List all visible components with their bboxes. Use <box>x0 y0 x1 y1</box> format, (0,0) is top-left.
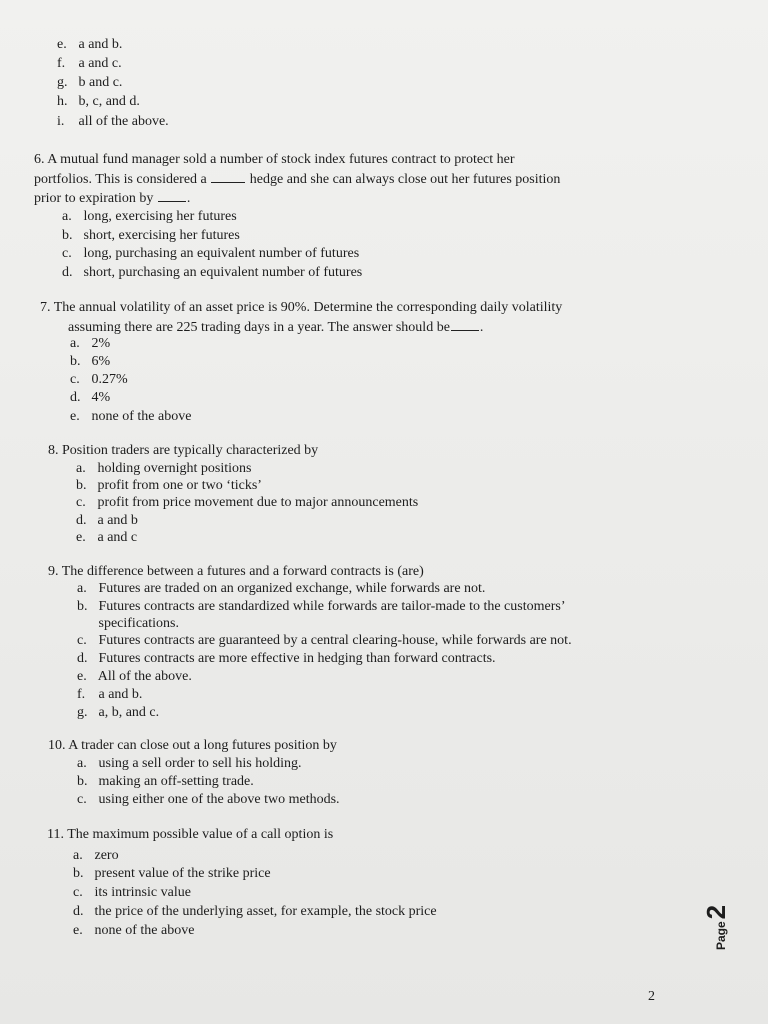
question-text: prior to expiration by <box>34 191 154 206</box>
option-label: i. <box>57 114 65 129</box>
option-label: a. <box>70 336 80 351</box>
option-row <box>77 791 340 808</box>
option-row <box>73 922 194 939</box>
option-text: using a sell order to sell his holding. <box>98 756 302 771</box>
option-text: Futures are traded on an organized exchange, while forwards are not. <box>98 581 486 596</box>
option-text: short, purchasing an equivalent number of futures <box>83 265 363 280</box>
option-label: c. <box>62 246 72 261</box>
option-text: the price of the underlying asset, for example, the stock price <box>94 904 437 919</box>
option-row <box>77 773 254 790</box>
option-row <box>70 408 191 425</box>
option-label: h. <box>57 94 68 109</box>
option-row <box>73 884 191 901</box>
option-text: a, b, and c. <box>98 705 160 720</box>
option-row <box>77 632 572 649</box>
answer-blank <box>158 189 186 202</box>
option-label: c. <box>77 633 87 648</box>
option-text: Futures contracts are guaranteed by a central clearing-house, while forwards are not. <box>98 633 572 648</box>
option-label: g. <box>57 75 68 90</box>
option-label: d. <box>70 390 81 405</box>
option-text: none of the above <box>94 923 195 938</box>
option-label: d. <box>62 265 73 280</box>
question-text: portfolios. This is considered a <box>34 172 207 187</box>
question-text: hedge and she can always close out her futures position <box>249 172 561 187</box>
option-text: a and c <box>97 530 138 545</box>
option-label: e. <box>77 669 87 684</box>
question-8-line: 8. Position traders are typically characterized by <box>48 443 319 458</box>
option-row <box>73 847 119 864</box>
option-row <box>77 580 485 597</box>
option-label: d. <box>76 513 87 528</box>
option-row <box>70 389 110 406</box>
option-text: profit from price movement due to major announcements <box>97 495 419 510</box>
option-row <box>76 529 137 546</box>
option-row <box>62 245 359 262</box>
option-text: 2% <box>91 336 111 351</box>
option-label: a. <box>77 756 87 771</box>
option-label: e. <box>73 923 83 938</box>
option-text: a and c. <box>78 56 122 71</box>
option-label: c. <box>77 792 87 807</box>
option-row <box>57 93 140 110</box>
question-text: . <box>479 320 484 335</box>
option-text: b and c. <box>78 75 123 90</box>
option-row <box>77 615 179 632</box>
option-label: a. <box>76 461 86 476</box>
option-text: a and b. <box>98 687 143 702</box>
option-row <box>70 371 128 388</box>
page-stamp-word: Page <box>714 921 728 950</box>
question-text: . <box>186 191 191 206</box>
option-text: zero <box>94 848 119 863</box>
option-row <box>76 460 252 477</box>
option-row <box>57 55 122 72</box>
option-row <box>57 36 122 53</box>
page-stamp-number: 2 <box>701 904 731 920</box>
option-text: none of the above <box>91 409 192 424</box>
option-row <box>73 903 437 920</box>
option-text: using either one of the above two methods. <box>98 792 340 807</box>
option-row <box>73 865 271 882</box>
option-text: Futures contracts are more effective in hedging than forward contracts. <box>98 651 496 666</box>
question-text: assuming there are 225 trading days in a year. The answer should be <box>68 320 450 335</box>
question-6-line <box>34 189 190 207</box>
option-row <box>77 668 192 685</box>
option-text: making an off-setting trade. <box>98 774 254 789</box>
option-label: e. <box>70 409 80 424</box>
option-label: b. <box>76 478 87 493</box>
question-11-line: 11. The maximum possible value of a call option is <box>47 827 334 842</box>
option-text: 6% <box>91 354 111 369</box>
option-text: all of the above. <box>78 114 169 129</box>
option-row <box>76 494 418 511</box>
option-text: 0.27% <box>91 372 128 387</box>
option-label: b. <box>77 774 88 789</box>
option-text: profit from one or two ‘ticks’ <box>97 478 262 493</box>
question-10-line: 10. A trader can close out a long futures position by <box>48 738 337 753</box>
option-text: a and b <box>97 513 138 528</box>
option-label: a. <box>62 209 72 224</box>
question-7-line: 7. The annual volatility of an asset price is 90%. Determine the corresponding daily volatility <box>40 300 563 315</box>
option-text: b, c, and d. <box>78 94 140 109</box>
option-label: d. <box>77 651 88 666</box>
question-7-line <box>68 318 483 336</box>
question-6-line: 6. A mutual fund manager sold a number of stock index futures contract to protect her <box>34 152 515 167</box>
option-row <box>77 755 301 772</box>
option-label: a. <box>77 581 87 596</box>
option-text: 4% <box>91 390 111 405</box>
option-text: long, exercising her futures <box>83 209 237 224</box>
question-6-line <box>34 170 560 188</box>
option-text: Futures contracts are standardized while forwards are tailor-made to the customers’ <box>98 599 566 614</box>
option-label: e. <box>57 37 67 52</box>
option-row <box>77 650 496 667</box>
option-label: b. <box>70 354 81 369</box>
answer-blank <box>211 170 245 183</box>
option-row <box>62 208 237 225</box>
option-label: c. <box>76 495 86 510</box>
option-label: a. <box>73 848 83 863</box>
option-row <box>62 227 240 244</box>
option-label: b. <box>77 599 88 614</box>
option-text: a and b. <box>78 37 123 52</box>
option-row <box>57 74 122 91</box>
option-row <box>70 335 110 352</box>
question-9-line: 9. The difference between a futures and a forward contracts is (are) <box>48 564 424 579</box>
page-stamp <box>702 898 746 958</box>
option-label: f. <box>57 56 66 71</box>
option-row <box>76 512 138 529</box>
answer-blank <box>451 318 479 331</box>
option-label: c. <box>70 372 80 387</box>
option-row <box>62 264 362 281</box>
option-row <box>76 477 262 494</box>
option-text: its intrinsic value <box>94 885 191 900</box>
option-row <box>77 704 159 721</box>
option-row <box>77 686 142 703</box>
option-text: short, exercising her futures <box>83 228 240 243</box>
option-label: b. <box>62 228 73 243</box>
option-label: e. <box>76 530 86 545</box>
option-label: b. <box>73 866 84 881</box>
option-row <box>57 113 169 130</box>
option-row <box>77 598 565 615</box>
option-label: d. <box>73 904 84 919</box>
option-label: c. <box>73 885 83 900</box>
option-label: f. <box>77 687 86 702</box>
option-text: specifications. <box>98 616 179 631</box>
option-text: holding overnight positions <box>97 461 252 476</box>
option-label: g. <box>77 705 88 720</box>
option-text: present value of the strike price <box>94 866 271 881</box>
option-text: All of the above. <box>97 669 192 684</box>
option-text: long, purchasing an equivalent number of futures <box>83 246 360 261</box>
page-number: 2 <box>648 989 655 1004</box>
option-row <box>70 353 110 370</box>
